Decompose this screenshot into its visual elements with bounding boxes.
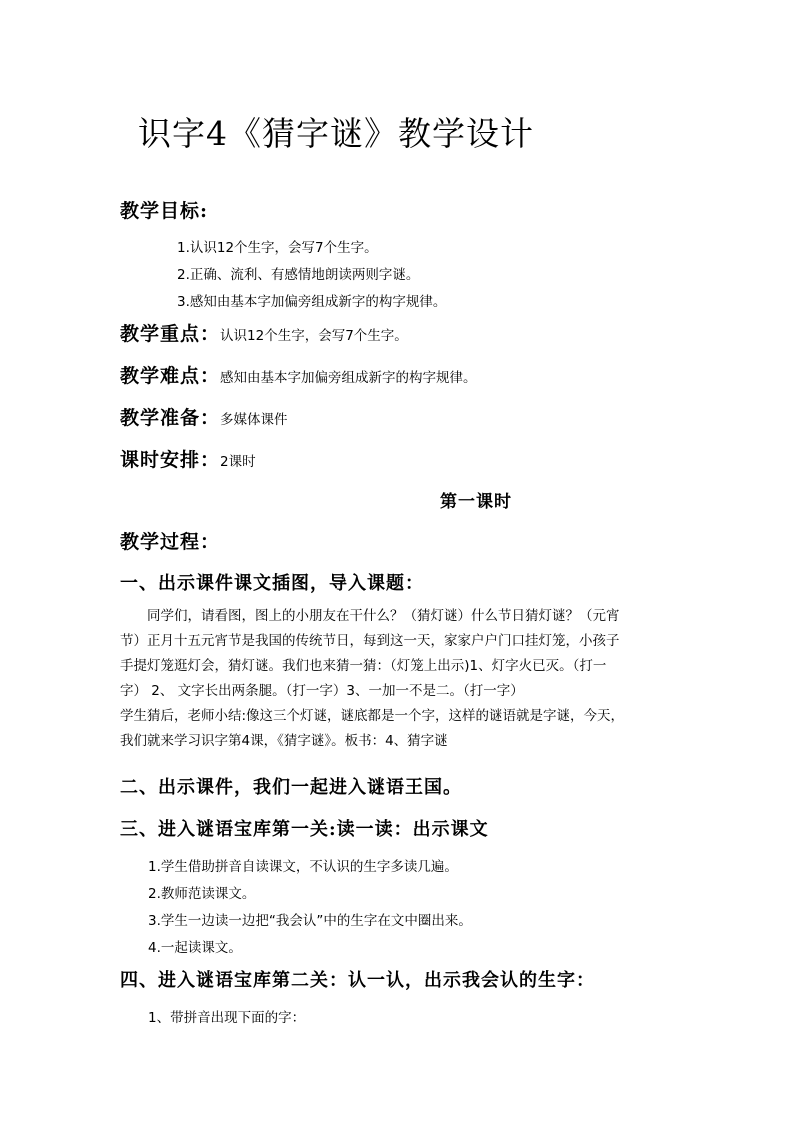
section3-item: 4.一起读课文。 [148,940,242,956]
schedule-text: 2课时 [220,454,256,470]
paragraph-line: 我们就来学习识字第4课，《猜字谜》。板书：4、猜字谜 [120,733,448,749]
goal-item: 2.正确、流利、有感情地朗读两则字谜。 [177,267,420,283]
goals-heading: 教学目标: [120,200,209,222]
section3-item: 3.学生一边读一边把“我会认”中的生字在文中圈出来。 [148,913,472,929]
difficulty-text: 感知由基本字加偏旁组成新字的构字规律。 [220,370,477,386]
document-title: 识字4《猜字谜》教学设计 [138,114,534,153]
preparation-text: 多媒体课件 [220,412,288,428]
paragraph-line: 学生猜后，老师小结:像这三个灯谜，谜底都是一个字，这样的谜语就是字谜，今天， [120,708,625,724]
paragraph-line: 手提灯笼逛灯会，猜灯谜。我们也来猜一猜：（灯笼上出示)1、灯字火已灭。（打一 [120,658,607,674]
process-heading: 教学过程： [120,531,221,553]
section4-item: 1、带拼音出现下面的字： [148,1010,306,1026]
section3-heading: 三、进入谜语宝库第一关:读一读：出示课文 [120,819,489,840]
paragraph-line: 字） 2、 文字长出两条腿。（打一字）3、一加一不是二。（打一字） [120,683,524,699]
section2-heading: 二、出示课件，我们一起进入谜语王国。 [120,777,462,798]
goal-item: 1.认识12个生字，会写7个生字。 [177,240,378,256]
key-point-label: 教学重点： [120,323,221,345]
schedule-label: 课时安排： [120,449,221,471]
schedule [120,445,256,472]
paragraph-line: 节）正月十五元宵节是我国的传统节日，每到这一天，家家户户门口挂灯笼，小孩子 [120,633,620,649]
difficulty-label: 教学难点： [120,365,221,387]
goal-item: 3.感知由基本字加偏旁组成新字的构字规律。 [177,294,447,310]
difficulty [120,361,477,388]
preparation [120,403,288,430]
section3-item: 1.学生借助拼音自读课文，不认识的生字多读几遍。 [148,859,458,875]
key-point-text: 认识12个生字，会写7个生字。 [220,328,408,344]
lesson-title: 第一课时 [440,492,512,512]
section1-paragraph [120,604,680,754]
paragraph-line: 同学们，请看图，图上的小朋友在干什么？（猜灯谜）什么节日猜灯谜？（元宵 [120,608,620,624]
section4-heading: 四、进入谜语宝库第二关：认一认，出示我会认的生字： [120,970,595,991]
preparation-label: 教学准备： [120,407,221,429]
key-point [120,319,408,346]
section3-item: 2.教师范读课文。 [148,886,256,902]
section1-heading: 一、出示课件课文插图，导入课题： [120,573,424,594]
